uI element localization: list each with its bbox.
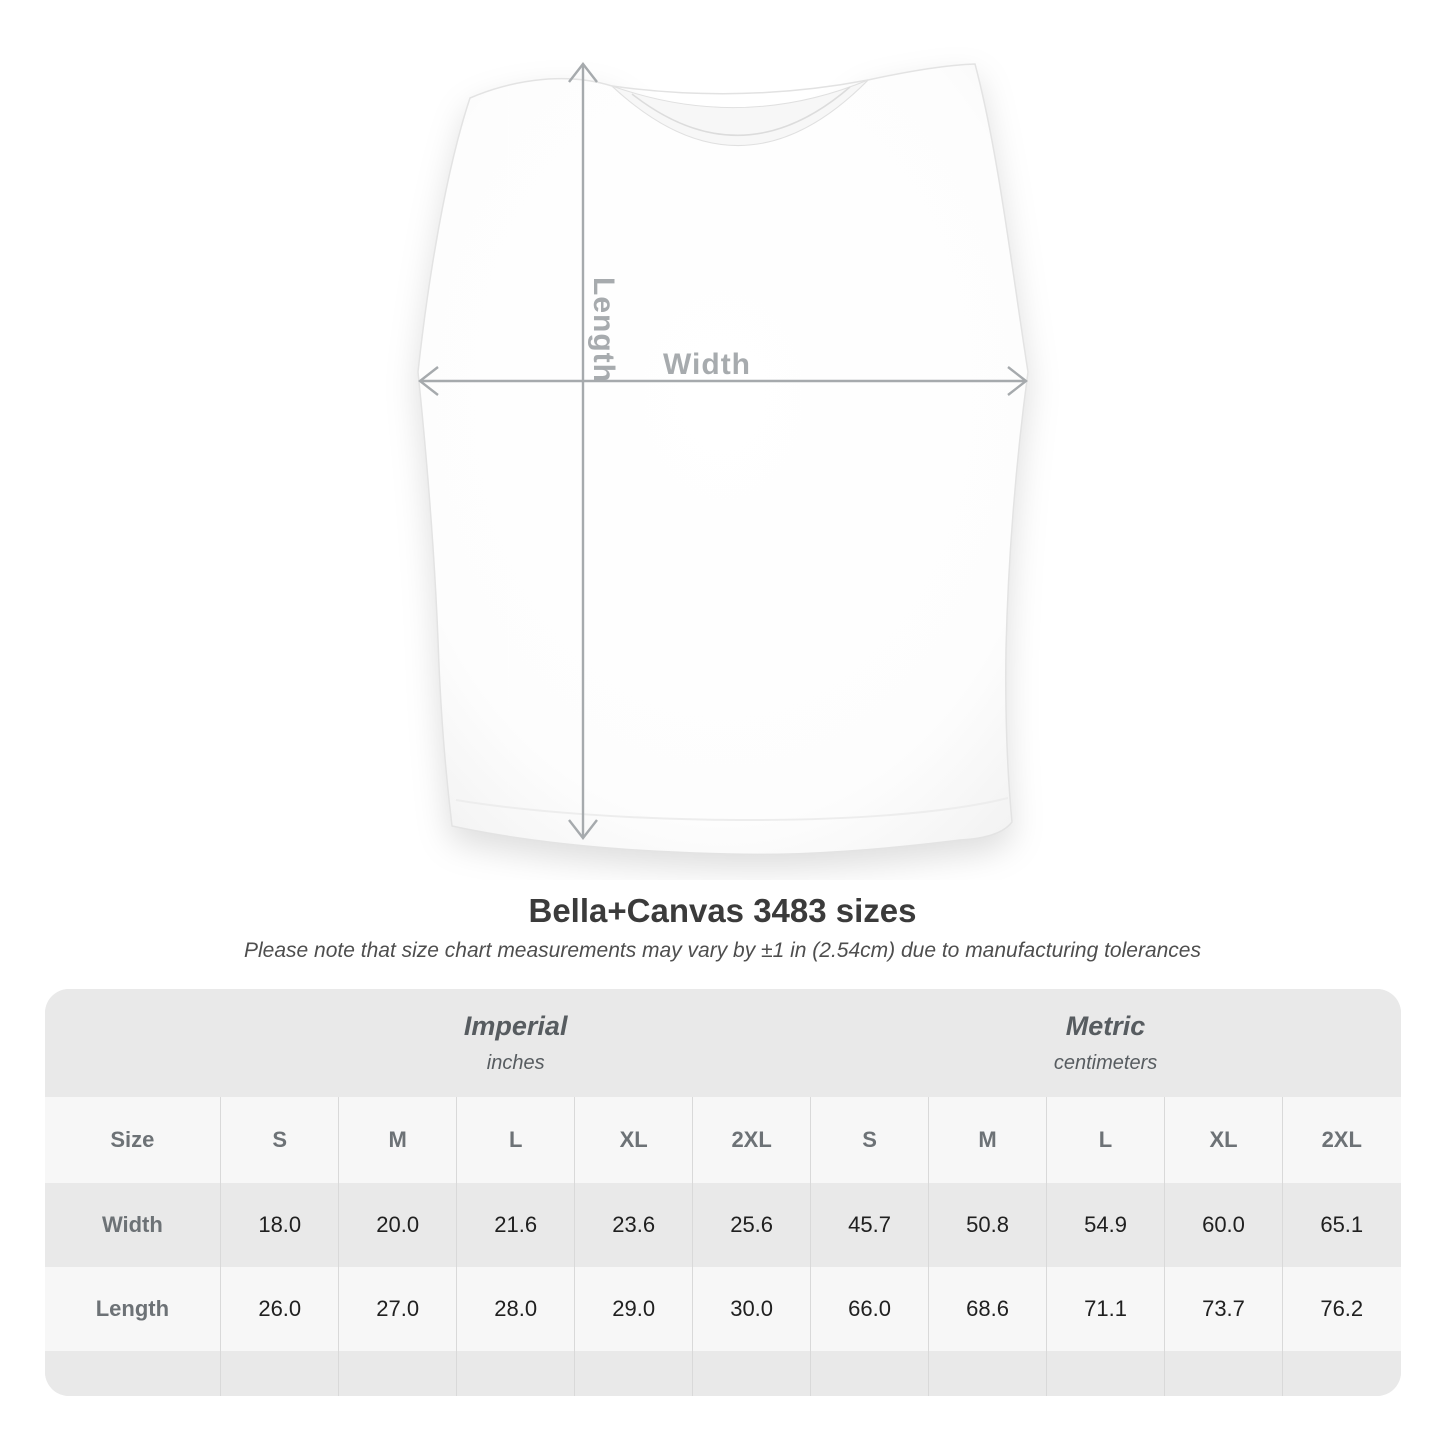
size-chart-card [45, 989, 1401, 1396]
length-label: Length [587, 277, 620, 383]
width-metric-l: 54.9 [1047, 1183, 1165, 1267]
width-metric-m: 50.8 [929, 1183, 1047, 1267]
length-metric-s: 66.0 [811, 1267, 929, 1351]
length-imperial-l: 28.0 [457, 1267, 575, 1351]
col-metric-xl: XL [1165, 1097, 1283, 1183]
imperial-group-header [221, 989, 811, 1097]
col-metric-s: S [811, 1097, 929, 1183]
metric-unit: centimeters [1053, 1052, 1158, 1075]
length-imperial-s: 26.0 [221, 1267, 339, 1351]
imperial-label: Imperial [463, 1011, 568, 1042]
col-imperial-l: L [457, 1097, 575, 1183]
width-imperial-m: 20.0 [339, 1183, 457, 1267]
length-metric-xl: 73.7 [1165, 1267, 1283, 1351]
length-imperial-2xl: 30.0 [693, 1267, 811, 1351]
size-table [45, 989, 1401, 1396]
col-imperial-xl: XL [575, 1097, 693, 1183]
page-title: Bella+Canvas 3483 sizes [528, 892, 917, 929]
size-column-header: Size [45, 1097, 221, 1183]
width-metric-xl: 60.0 [1165, 1183, 1283, 1267]
group-row-spacer [45, 989, 221, 1097]
table-row-length [45, 1267, 1401, 1351]
table-row-width [45, 1183, 1401, 1267]
width-imperial-s: 18.0 [221, 1183, 339, 1267]
col-imperial-m: M [339, 1097, 457, 1183]
unit-group-row [45, 989, 1401, 1097]
length-metric-m: 68.6 [929, 1267, 1047, 1351]
shirt-image [418, 64, 1028, 854]
length-imperial-xl: 29.0 [575, 1267, 693, 1351]
metric-label: Metric [1065, 1011, 1146, 1042]
width-imperial-xl: 23.6 [575, 1183, 693, 1267]
width-row-label: Width [45, 1183, 221, 1267]
size-header-row [45, 1097, 1401, 1183]
tolerance-note: Please note that size chart measurements may vary by ±1 in (2.54cm) due to manufacturing tolerances [244, 939, 1201, 963]
table-bottom-spacer-row [45, 1351, 1401, 1396]
col-metric-l: L [1047, 1097, 1165, 1183]
col-imperial-s: S [221, 1097, 339, 1183]
heading-block [0, 880, 1445, 963]
col-metric-2xl: 2XL [1282, 1097, 1400, 1183]
width-imperial-l: 21.6 [457, 1183, 575, 1267]
length-metric-2xl: 76.2 [1282, 1267, 1400, 1351]
width-label: Width [662, 348, 752, 381]
width-imperial-2xl: 25.6 [693, 1183, 811, 1267]
length-metric-l: 71.1 [1047, 1267, 1165, 1351]
length-imperial-m: 27.0 [339, 1267, 457, 1351]
back-collar-seam [612, 80, 868, 94]
width-metric-2xl: 65.1 [1282, 1183, 1400, 1267]
width-metric-s: 45.7 [811, 1183, 929, 1267]
imperial-unit: inches [486, 1052, 545, 1075]
length-row-label: Length [45, 1267, 221, 1351]
col-metric-m: M [929, 1097, 1047, 1183]
metric-group-header [811, 989, 1401, 1097]
col-imperial-2xl: 2XL [693, 1097, 811, 1183]
